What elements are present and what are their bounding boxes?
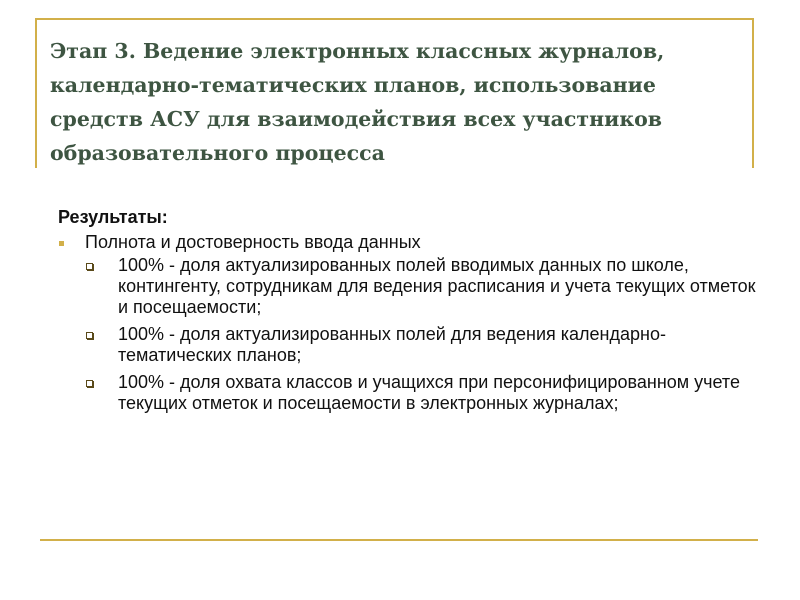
checkbox-bullet-icon xyxy=(86,380,93,387)
frame-right-rule xyxy=(752,18,754,168)
level1-item-text: Полнота и достоверность ввода данных xyxy=(85,232,421,252)
slide-body xyxy=(58,205,758,420)
level2-list-item xyxy=(58,372,758,414)
frame-bottom-rule xyxy=(40,539,758,541)
level2-list-item xyxy=(58,324,758,366)
frame-left-rule xyxy=(35,18,37,168)
results-heading: Результаты: xyxy=(58,207,168,227)
slide-title: Этап 3. Ведение электронных классных журналов, календарно-тематических планов, использование средств АСУ для взаимодействия всех участников образовательного процесса xyxy=(50,39,665,165)
frame-top-rule xyxy=(35,18,753,20)
square-bullet-icon xyxy=(59,241,64,246)
level2-list xyxy=(58,255,758,414)
level2-item-text: 100% - доля актуализированных полей вводимых данных по школе, контингенту, сотрудникам для ведения расписания и учета текущих отметок и посещаемости; xyxy=(118,255,756,317)
level2-item-text: 100% - доля актуализированных полей для ведения календарно-тематических планов; xyxy=(118,324,666,365)
checkbox-bullet-icon xyxy=(86,332,93,339)
level1-list-item xyxy=(58,231,758,253)
level2-list-item xyxy=(58,255,758,318)
level2-item-text: 100% - доля охвата классов и учащихся при персонифицированном учете текущих отметок и посещаемости в электронных журналах; xyxy=(118,372,740,413)
checkbox-bullet-icon xyxy=(86,263,93,270)
